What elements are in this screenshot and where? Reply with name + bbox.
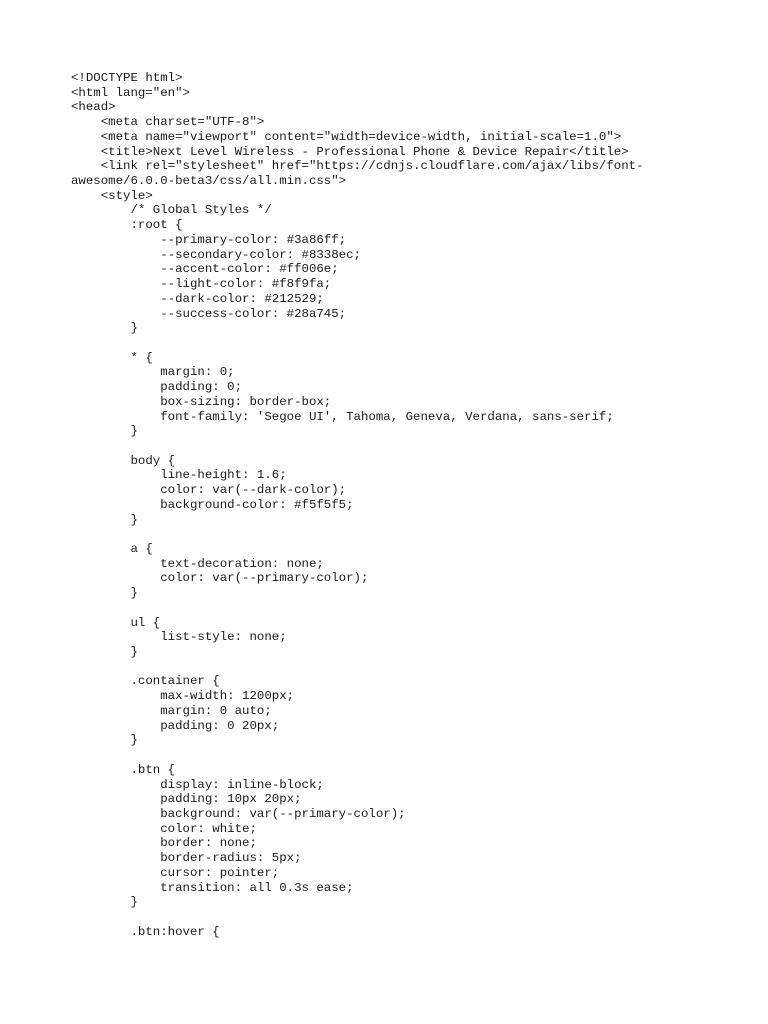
code-line: padding: 0; [71,380,243,395]
code-line: --accent-color: #ff006e; [71,262,339,277]
code-line: * { [71,350,153,365]
code-line: color: white; [71,821,257,836]
code-line: } [71,321,138,336]
code-line: border: none; [71,836,257,851]
code-line: <style> [71,188,153,203]
code-line: font-family: 'Segoe UI', Tahoma, Geneva, Verdana, sans-serif; [71,409,614,424]
code-line: awesome/6.0.0-beta3/css/all.min.css"> [71,174,347,189]
code-line: .container { [71,674,220,689]
code-line: display: inline-block; [71,777,324,792]
code-line: } [71,733,138,748]
code-line: cursor: pointer; [71,865,280,880]
code-line: <link rel="stylesheet" href="https://cdnjs.cloudflare.com/ajax/libs/font- [71,159,644,174]
code-listing [71,71,644,939]
code-line: background: var(--primary-color); [71,806,406,821]
code-line: margin: 0; [71,365,235,380]
code-line: text-decoration: none; [71,556,324,571]
code-line [71,748,644,763]
code-line [71,336,644,351]
code-line: <title>Next Level Wireless - Professional Phone & Device Repair</title> [71,144,629,159]
code-line: padding: 0 20px; [71,718,280,733]
code-line: } [71,424,138,439]
code-line: background-color: #f5f5f5; [71,497,354,512]
code-line: :root { [71,218,183,233]
code-line: --dark-color: #212529; [71,291,324,306]
code-line [71,601,644,616]
code-line: .btn { [71,762,176,777]
code-line: --success-color: #28a745; [71,306,347,321]
code-line: --secondary-color: #8338ec; [71,247,361,262]
code-line: box-sizing: border-box; [71,394,332,409]
code-line: <head> [71,100,116,115]
code-line: <html lang="en"> [71,85,190,100]
code-line: color: var(--dark-color); [71,483,347,498]
code-line: ul { [71,615,161,630]
code-line: } [71,586,138,601]
code-line: .btn:hover { [71,924,220,939]
code-line [71,439,644,454]
code-line [71,660,644,675]
code-line: } [71,895,138,910]
code-line: /* Global Styles */ [71,203,272,218]
code-line: } [71,645,138,660]
code-line: a { [71,542,153,556]
code-line: border-radius: 5px; [71,851,302,866]
code-line: padding: 10px 20px; [71,792,302,807]
code-line: line-height: 1.6; [71,468,287,483]
code-line: color: var(--primary-color); [71,571,369,586]
code-line: transition: all 0.3s ease; [71,880,354,895]
code-line: body { [71,453,176,468]
code-line: --light-color: #f8f9fa; [71,277,332,292]
code-line: --primary-color: #3a86ff; [71,232,347,247]
code-line: <meta charset="UTF-8"> [71,115,265,130]
code-line: <!DOCTYPE html> [71,71,183,85]
code-line: max-width: 1200px; [71,689,295,704]
code-line: <meta name="viewport" content="width=device-width, initial-scale=1.0"> [71,129,622,144]
code-line: list-style: none; [71,630,287,645]
code-line: margin: 0 auto; [71,703,272,718]
code-line [71,910,644,925]
code-line: } [71,512,138,527]
code-line [71,527,644,542]
